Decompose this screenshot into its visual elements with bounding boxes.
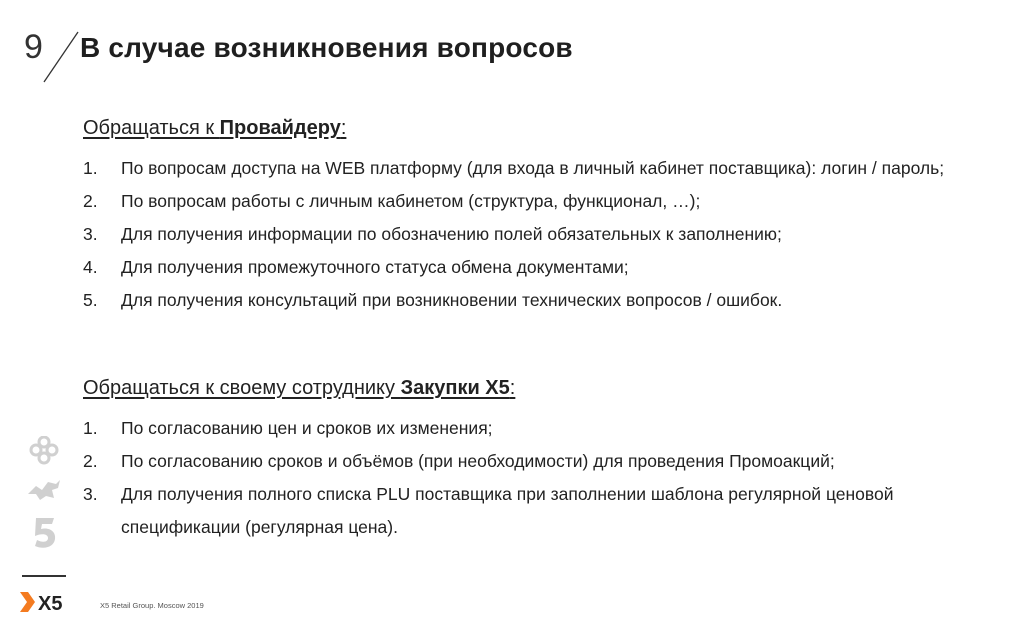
list-item: 2. По вопросам работы с личным кабинетом (структура, функционал, …); — [83, 191, 701, 211]
list-item: 5. Для получения консультаций при возникновении технических вопросов / ошибок. — [83, 290, 783, 310]
list-item: 2. По согласованию сроков и объёмов (при необходимости) для проведения Промоакций; — [83, 451, 835, 471]
slide-number: 9 — [24, 28, 43, 66]
procurement-list — [83, 412, 1003, 544]
svg-text:X5: X5 — [38, 593, 63, 614]
list-item: 3. Для получения информации по обозначению полей обязательных к заполнению; — [83, 224, 782, 244]
page-title: В случае возникновения вопросов — [80, 32, 573, 63]
list-item: 4. Для получения промежуточного статуса обмена документами; — [83, 257, 629, 277]
list-item: 3. Для получения полного списка PLU поставщика при заполнении шаблона регулярной ценовой спецификации (регулярная цена). — [83, 484, 894, 537]
list-item: 1. По согласованию цен и сроков их изменения; — [83, 418, 493, 438]
slash-divider-icon — [38, 30, 86, 84]
karusel-horse-icon — [28, 480, 60, 500]
section-heading-provider: Обращаться к Провайдеру: — [83, 117, 347, 139]
provider-list — [83, 152, 1003, 317]
list-item: 1. По вопросам доступа на WEB платформу (для входа в личный кабинет поставщика): логин / пароль; — [83, 158, 945, 178]
pyaterochka-logo-icon — [35, 518, 55, 548]
x5-logo-icon — [20, 590, 72, 614]
footer-copyright: X5 Retail Group. Moscow 2019 — [100, 601, 204, 610]
brand-logos — [22, 436, 66, 556]
section-heading-procurement: Обращаться к своему сотруднику Закупки X5: — [83, 377, 516, 399]
perekrestok-logo-icon — [31, 437, 57, 463]
footer-divider — [22, 575, 66, 577]
